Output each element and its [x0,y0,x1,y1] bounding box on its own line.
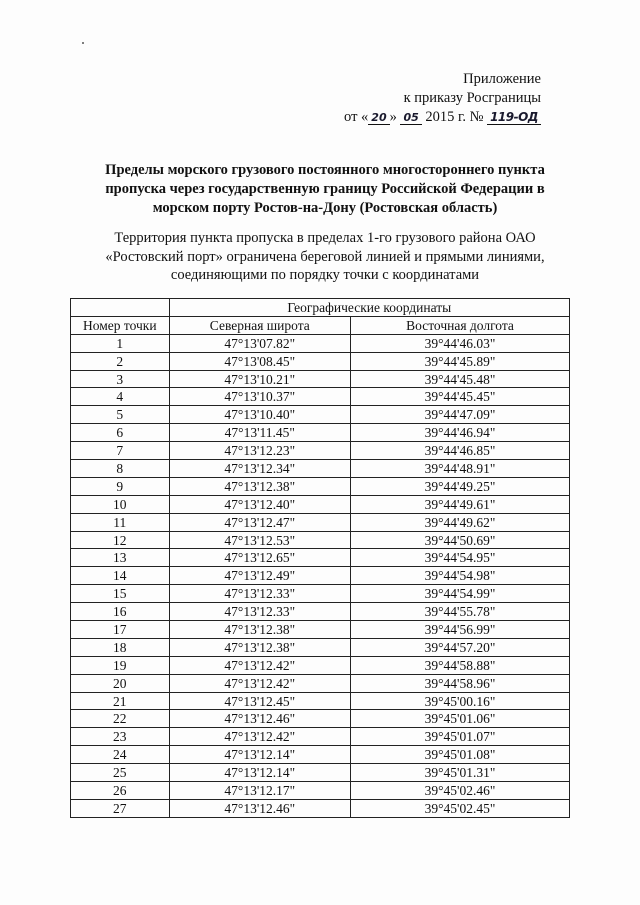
cell-point-number: 6 [71,424,170,442]
cell-point-number: 11 [71,513,170,531]
cell-longitude: 39°44'55.78" [351,603,570,621]
appendix-block [344,70,541,127]
cell-latitude: 47°13'12.38" [169,621,350,639]
cell-point-number: 27 [71,799,170,817]
cell-point-number: 3 [71,370,170,388]
table-row [71,513,570,531]
cell-latitude: 47°13'12.45" [169,692,350,710]
cell-latitude: 47°13'12.46" [169,710,350,728]
table-row [71,710,570,728]
table-row [71,656,570,674]
cell-latitude: 47°13'07.82" [169,334,350,352]
table-row [71,567,570,585]
cell-point-number: 16 [71,603,170,621]
date-prefix: от « [344,109,369,125]
cell-longitude: 39°44'56.99" [351,621,570,639]
table-row [71,424,570,442]
cell-longitude: 39°44'49.25" [351,477,570,495]
handwritten-month: 05 [400,111,421,125]
cell-longitude: 39°44'46.85" [351,442,570,460]
cell-latitude: 47°13'12.14" [169,746,350,764]
header-latitude: Северная широта [169,316,350,334]
table-row [71,585,570,603]
table-group-header-row [71,299,570,317]
table-body [71,334,570,817]
cell-longitude: 39°45'01.08" [351,746,570,764]
table-row [71,692,570,710]
cell-longitude: 39°44'48.91" [351,460,570,478]
table-row [71,621,570,639]
table-row [71,799,570,817]
cell-longitude: 39°44'45.89" [351,352,570,370]
table-row [71,388,570,406]
header-longitude: Восточная долгота [351,316,570,334]
cell-longitude: 39°44'54.99" [351,585,570,603]
cell-latitude: 47°13'12.46" [169,799,350,817]
cell-point-number: 14 [71,567,170,585]
cell-longitude: 39°44'45.45" [351,388,570,406]
appendix-date-line [344,108,541,127]
table-corner-cell [71,299,170,317]
table-row [71,764,570,782]
cell-point-number: 21 [71,692,170,710]
cell-point-number: 4 [71,388,170,406]
cell-latitude: 47°13'12.33" [169,603,350,621]
cell-longitude: 39°44'50.69" [351,531,570,549]
table-row [71,442,570,460]
cell-latitude: 47°13'12.49" [169,567,350,585]
cell-point-number: 9 [71,477,170,495]
cell-point-number: 24 [71,746,170,764]
cell-latitude: 47°13'12.23" [169,442,350,460]
table-row [71,352,570,370]
cell-point-number: 22 [71,710,170,728]
cell-latitude: 47°13'12.47" [169,513,350,531]
cell-point-number: 5 [71,406,170,424]
cell-longitude: 39°44'45.48" [351,370,570,388]
cell-latitude: 47°13'12.14" [169,764,350,782]
cell-point-number: 18 [71,638,170,656]
cell-point-number: 19 [71,656,170,674]
table-row [71,728,570,746]
table-row [71,782,570,800]
cell-point-number: 7 [71,442,170,460]
cell-latitude: 47°13'12.38" [169,477,350,495]
table-row [71,549,570,567]
cell-latitude: 47°13'10.21" [169,370,350,388]
table-row [71,370,570,388]
cell-latitude: 47°13'11.45" [169,424,350,442]
cell-longitude: 39°45'00.16" [351,692,570,710]
cell-point-number: 15 [71,585,170,603]
cell-latitude: 47°13'12.38" [169,638,350,656]
cell-point-number: 26 [71,782,170,800]
table-row [71,477,570,495]
cell-latitude: 47°13'12.40" [169,495,350,513]
table-header-row [71,316,570,334]
cell-longitude: 39°45'02.46" [351,782,570,800]
table-row [71,603,570,621]
cell-point-number: 2 [71,352,170,370]
table-row [71,334,570,352]
cell-point-number: 13 [71,549,170,567]
cell-longitude: 39°44'58.88" [351,656,570,674]
cell-longitude: 39°44'54.95" [351,549,570,567]
cell-latitude: 47°13'12.17" [169,782,350,800]
cell-longitude: 39°44'47.09" [351,406,570,424]
coordinates-table [70,298,570,818]
appendix-title: Приложение [463,71,541,87]
header-point-number: Номер точки [71,316,170,334]
document-subtitle: Территория пункта пропуска в пределах 1-го грузового района ОАО «Ростовский порт» ограничена береговой линией и прямыми линиями, соединяющими по порядку точки с координатами [105,230,545,283]
cell-longitude: 39°44'49.61" [351,495,570,513]
table-row [71,460,570,478]
cell-longitude: 39°44'46.94" [351,424,570,442]
group-header-geo: Географические координаты [169,299,569,317]
cell-point-number: 1 [71,334,170,352]
table-row [71,495,570,513]
cell-point-number: 17 [71,621,170,639]
cell-point-number: 20 [71,674,170,692]
cell-longitude: 39°44'49.62" [351,513,570,531]
cell-point-number: 12 [71,531,170,549]
cell-latitude: 47°13'12.33" [169,585,350,603]
table-row [71,746,570,764]
cell-latitude: 47°13'12.53" [169,531,350,549]
table-row [71,406,570,424]
cell-latitude: 47°13'10.37" [169,388,350,406]
table-row [71,531,570,549]
handwritten-order-number: 119-ОД [487,111,541,125]
handwritten-day: 20 [368,111,389,125]
table-row [71,638,570,656]
cell-point-number: 23 [71,728,170,746]
document-title: Пределы морского грузового постоянного многостороннего пункта пропуска через государственную границу Российской Федерации в морском порту Ростов-на-Дону (Ростовская область) [105,162,545,216]
date-year: 2015 г. № [425,109,484,125]
cell-longitude: 39°45'01.06" [351,710,570,728]
scan-speck [82,42,84,44]
cell-longitude: 39°45'02.45" [351,799,570,817]
date-mid: » [389,109,397,125]
cell-latitude: 47°13'12.42" [169,656,350,674]
table-row [71,674,570,692]
cell-latitude: 47°13'12.34" [169,460,350,478]
cell-latitude: 47°13'08.45" [169,352,350,370]
cell-point-number: 8 [71,460,170,478]
cell-longitude: 39°44'58.96" [351,674,570,692]
cell-latitude: 47°13'12.42" [169,728,350,746]
cell-latitude: 47°13'12.42" [169,674,350,692]
cell-latitude: 47°13'12.65" [169,549,350,567]
cell-longitude: 39°45'01.31" [351,764,570,782]
cell-point-number: 10 [71,495,170,513]
appendix-order-ref: к приказу Росграницы [403,90,541,106]
cell-point-number: 25 [71,764,170,782]
cell-latitude: 47°13'10.40" [169,406,350,424]
cell-longitude: 39°44'57.20" [351,638,570,656]
cell-longitude: 39°45'01.07" [351,728,570,746]
cell-longitude: 39°44'46.03" [351,334,570,352]
cell-longitude: 39°44'54.98" [351,567,570,585]
